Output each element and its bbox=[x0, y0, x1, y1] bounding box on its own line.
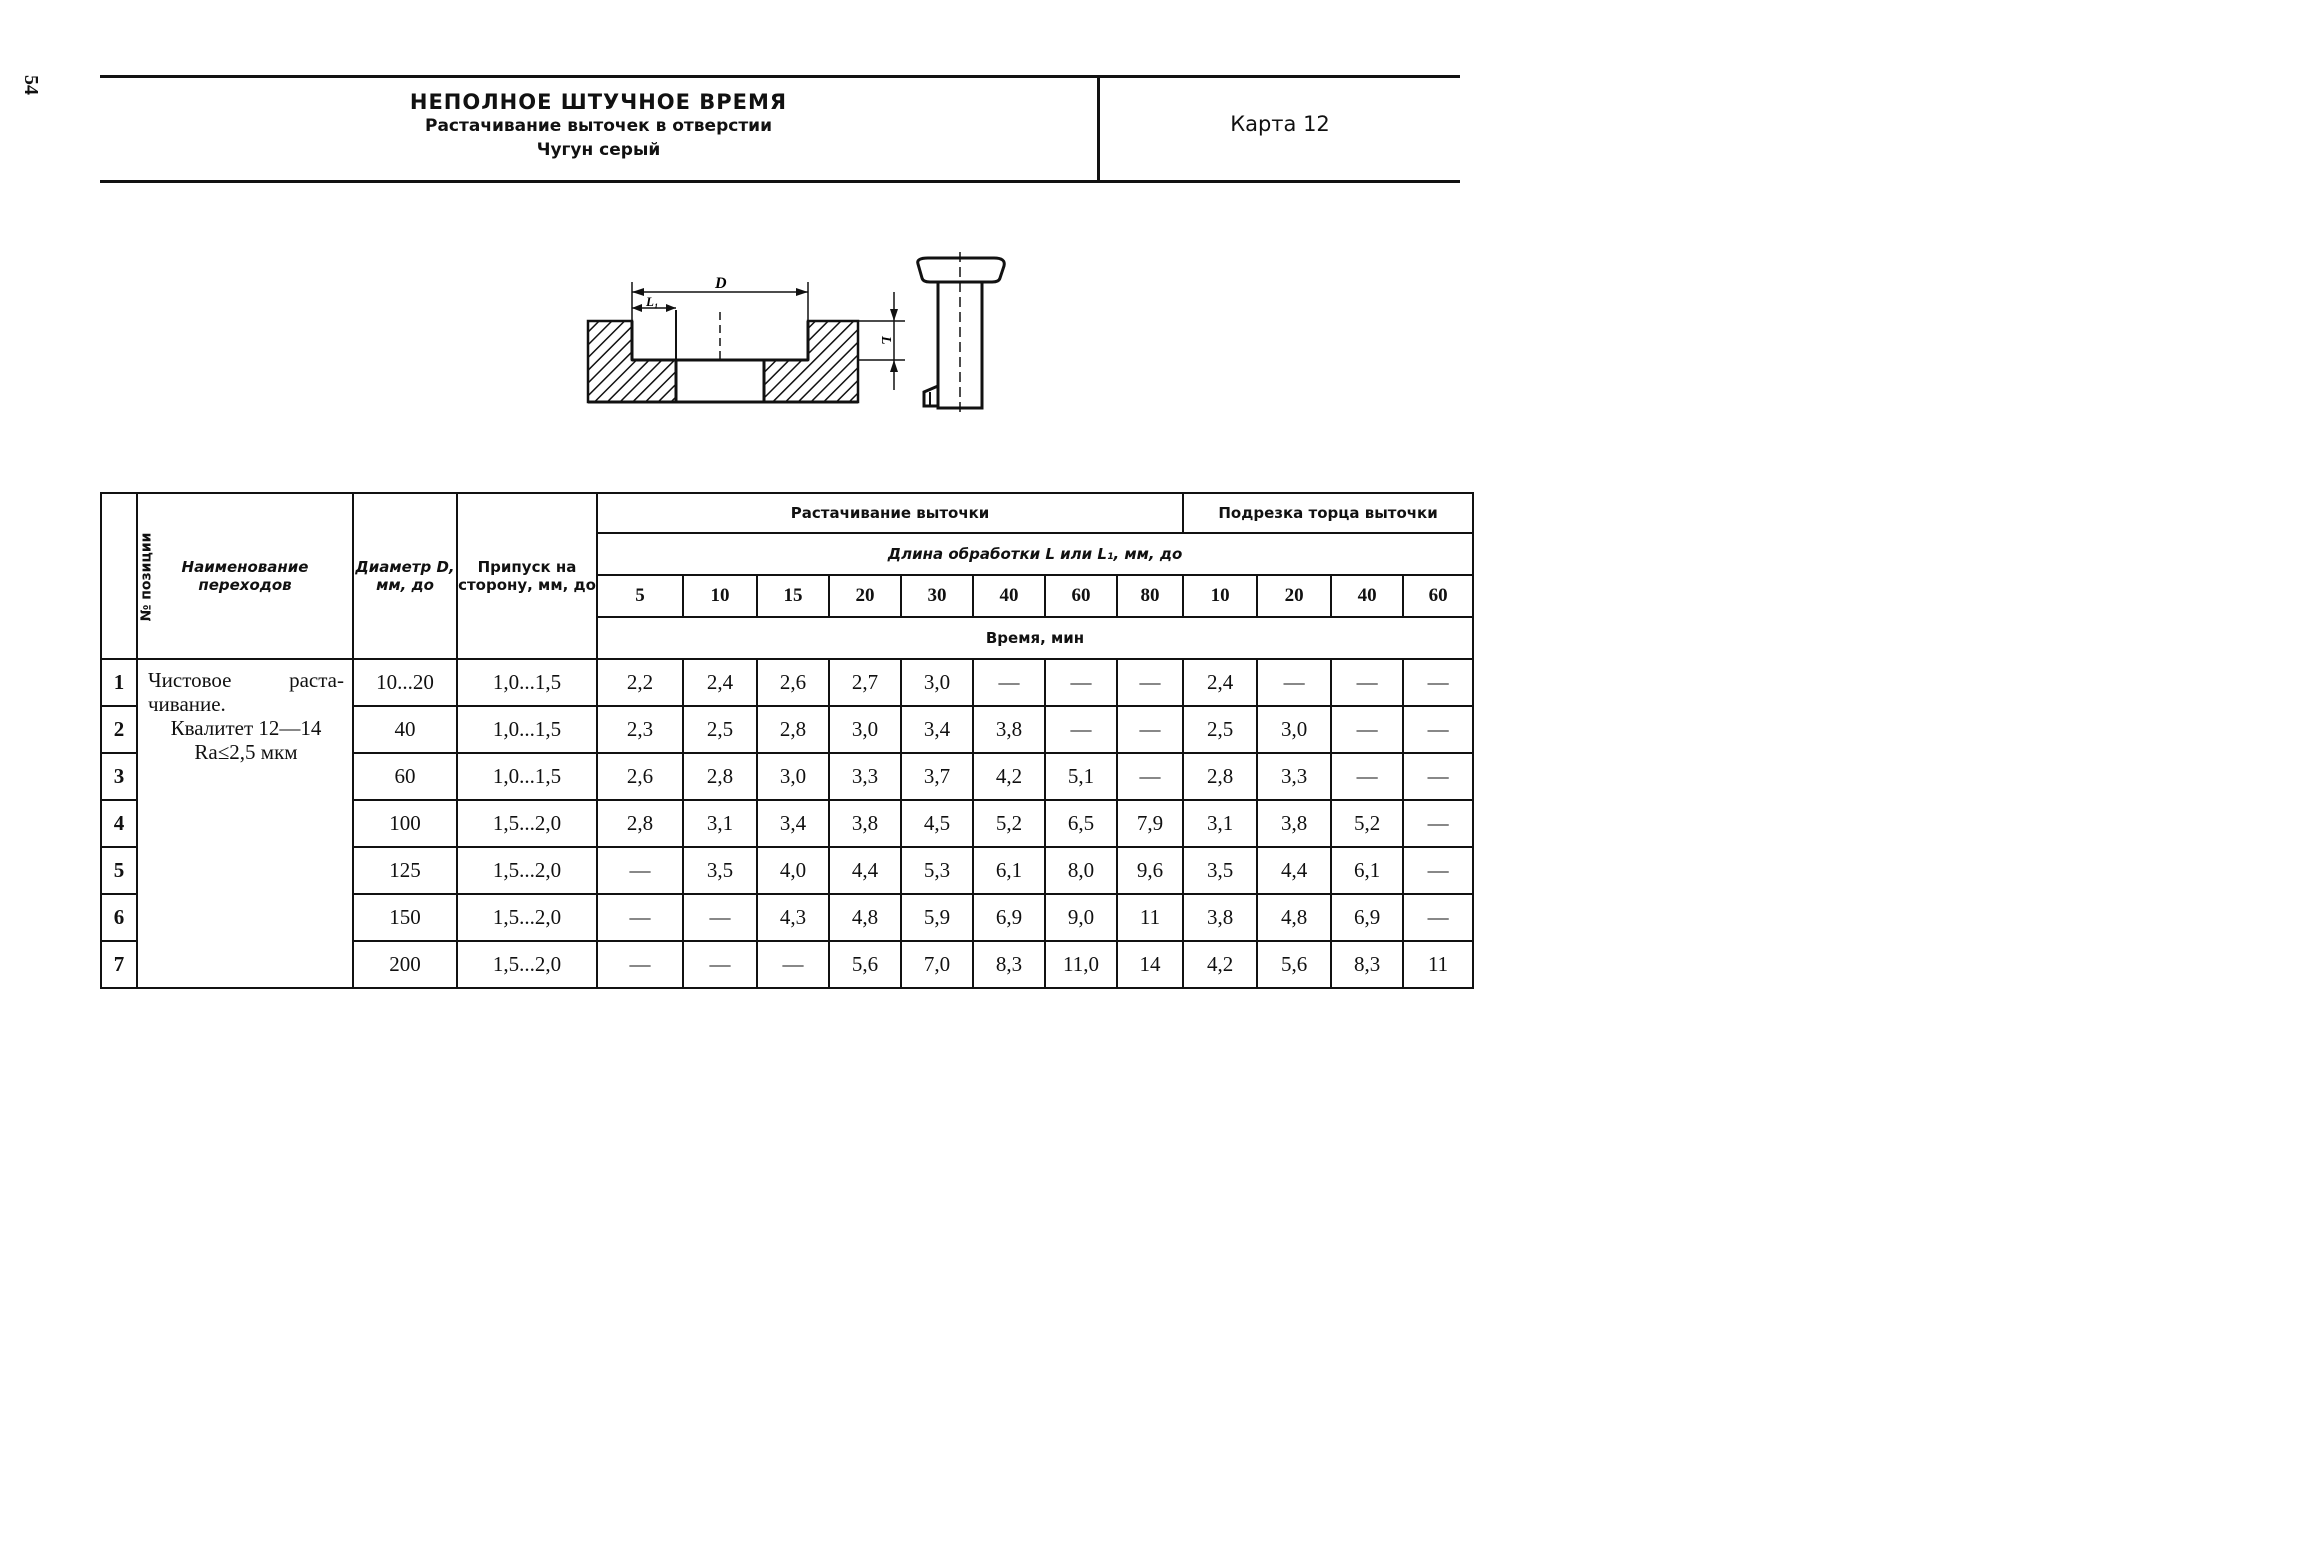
position-cell: 3 bbox=[101, 753, 137, 800]
time-value-cell: 2,3 bbox=[597, 706, 683, 753]
material-label: Чугун серый bbox=[536, 140, 661, 160]
time-value-cell: 3,1 bbox=[683, 800, 757, 847]
time-norms-table bbox=[100, 492, 1474, 989]
group-boring-header: Растачивание выточки bbox=[597, 493, 1183, 533]
document-title: НЕПОЛНОЕ ШТУЧНОЕ ВРЕМЯ bbox=[409, 90, 788, 114]
diameter-cell: 200 bbox=[353, 941, 457, 988]
transition-name-line2: чивание. bbox=[148, 692, 226, 716]
time-value-cell: — bbox=[1403, 894, 1473, 941]
col-position-header: № позиции bbox=[101, 493, 137, 659]
time-value-cell: 8,3 bbox=[1331, 941, 1403, 988]
length-value-header: 20 bbox=[1257, 575, 1331, 617]
time-value-cell: 6,1 bbox=[973, 847, 1045, 894]
time-value-cell: — bbox=[973, 659, 1045, 706]
time-value-cell: 2,5 bbox=[683, 706, 757, 753]
length-value-header: 5 bbox=[597, 575, 683, 617]
position-cell: 4 bbox=[101, 800, 137, 847]
time-value-cell: — bbox=[1257, 659, 1331, 706]
label-L1: L₁ bbox=[646, 294, 659, 309]
col-diameter-header: Диаметр D, мм, до bbox=[353, 493, 457, 659]
time-value-cell: — bbox=[683, 894, 757, 941]
time-value-cell: 4,8 bbox=[1257, 894, 1331, 941]
card-number: Карта 12 bbox=[1230, 112, 1330, 136]
length-value-header: 15 bbox=[757, 575, 829, 617]
page-number: 54 bbox=[20, 75, 42, 95]
time-value-cell: — bbox=[1117, 753, 1183, 800]
time-value-cell: 9,0 bbox=[1045, 894, 1117, 941]
position-cell: 7 bbox=[101, 941, 137, 988]
time-value-cell: 3,0 bbox=[901, 659, 973, 706]
time-value-cell: — bbox=[1403, 847, 1473, 894]
allowance-cell: 1,5...2,0 bbox=[457, 847, 597, 894]
time-value-cell: 2,6 bbox=[757, 659, 829, 706]
time-value-cell: 5,3 bbox=[901, 847, 973, 894]
time-value-cell: 4,3 bbox=[757, 894, 829, 941]
time-value-cell: 3,0 bbox=[757, 753, 829, 800]
groove-boring-drawing bbox=[580, 250, 1020, 420]
position-cell: 6 bbox=[101, 894, 137, 941]
allowance-cell: 1,0...1,5 bbox=[457, 659, 597, 706]
tool-holder bbox=[918, 258, 1005, 282]
length-value-header: 60 bbox=[1403, 575, 1473, 617]
time-value-cell: 4,5 bbox=[901, 800, 973, 847]
time-value-cell: 5,6 bbox=[829, 941, 901, 988]
time-value-cell: 3,3 bbox=[829, 753, 901, 800]
time-value-cell: 2,6 bbox=[597, 753, 683, 800]
time-value-cell: 6,1 bbox=[1331, 847, 1403, 894]
length-value-header: 40 bbox=[973, 575, 1045, 617]
time-value-cell: 3,7 bbox=[901, 753, 973, 800]
length-value-header: 10 bbox=[683, 575, 757, 617]
length-value-header: 80 bbox=[1117, 575, 1183, 617]
length-value-header: 20 bbox=[829, 575, 901, 617]
time-value-cell: — bbox=[683, 941, 757, 988]
time-value-cell: 6,9 bbox=[1331, 894, 1403, 941]
col-name-header: Наименование переходов bbox=[137, 493, 353, 659]
time-header: Время, мин bbox=[597, 617, 1473, 659]
time-value-cell: 2,8 bbox=[597, 800, 683, 847]
transition-name-line1b: раста- bbox=[289, 668, 344, 692]
time-value-cell: 11 bbox=[1117, 894, 1183, 941]
allowance-cell: 1,5...2,0 bbox=[457, 894, 597, 941]
transition-name-cell bbox=[137, 659, 353, 988]
time-value-cell: 5,2 bbox=[973, 800, 1045, 847]
table-row bbox=[101, 659, 1473, 706]
time-value-cell: 2,8 bbox=[1183, 753, 1257, 800]
diameter-cell: 100 bbox=[353, 800, 457, 847]
allowance-cell: 1,5...2,0 bbox=[457, 941, 597, 988]
transition-name-line1a: Чистовое bbox=[148, 668, 232, 692]
time-value-cell: 14 bbox=[1117, 941, 1183, 988]
position-cell: 1 bbox=[101, 659, 137, 706]
diameter-cell: 60 bbox=[353, 753, 457, 800]
time-value-cell: 3,4 bbox=[901, 706, 973, 753]
col-allowance-header: Припуск на сторону, мм, до bbox=[457, 493, 597, 659]
time-value-cell: 11,0 bbox=[1045, 941, 1117, 988]
diameter-cell: 125 bbox=[353, 847, 457, 894]
time-value-cell: — bbox=[1403, 706, 1473, 753]
time-value-cell: 7,0 bbox=[901, 941, 973, 988]
time-value-cell: 4,0 bbox=[757, 847, 829, 894]
time-value-cell: 5,2 bbox=[1331, 800, 1403, 847]
time-value-cell: 3,8 bbox=[1257, 800, 1331, 847]
time-value-cell: — bbox=[1117, 659, 1183, 706]
diameter-cell: 150 bbox=[353, 894, 457, 941]
time-value-cell: 2,4 bbox=[1183, 659, 1257, 706]
time-value-cell: 9,6 bbox=[1117, 847, 1183, 894]
transition-name-line3: Квалитет 12—14 bbox=[170, 716, 322, 740]
time-value-cell: — bbox=[1331, 706, 1403, 753]
time-value-cell: — bbox=[1403, 800, 1473, 847]
time-value-cell: 11 bbox=[1403, 941, 1473, 988]
time-value-cell: — bbox=[757, 941, 829, 988]
position-cell: 5 bbox=[101, 847, 137, 894]
time-value-cell: 4,8 bbox=[829, 894, 901, 941]
time-value-cell: 3,8 bbox=[973, 706, 1045, 753]
time-value-cell: 3,4 bbox=[757, 800, 829, 847]
group-facing-header: Подрезка торца выточки bbox=[1183, 493, 1473, 533]
time-value-cell: 3,0 bbox=[829, 706, 901, 753]
label-L: L bbox=[878, 336, 893, 345]
time-value-cell: 3,0 bbox=[1257, 706, 1331, 753]
time-value-cell: 6,5 bbox=[1045, 800, 1117, 847]
time-value-cell: — bbox=[1331, 753, 1403, 800]
allowance-cell: 1,0...1,5 bbox=[457, 753, 597, 800]
time-value-cell: 2,2 bbox=[597, 659, 683, 706]
header-titles bbox=[100, 90, 1097, 162]
time-value-cell: — bbox=[1403, 753, 1473, 800]
time-value-cell: — bbox=[597, 894, 683, 941]
time-value-cell: 4,2 bbox=[1183, 941, 1257, 988]
length-value-header: 40 bbox=[1331, 575, 1403, 617]
time-value-cell: — bbox=[1331, 659, 1403, 706]
time-value-cell: — bbox=[597, 847, 683, 894]
transition-name-line4: Ra≤2,5 мкм bbox=[194, 740, 298, 764]
time-value-cell: 2,8 bbox=[757, 706, 829, 753]
diameter-cell: 10...20 bbox=[353, 659, 457, 706]
time-value-cell: 2,5 bbox=[1183, 706, 1257, 753]
time-value-cell: 2,4 bbox=[683, 659, 757, 706]
time-value-cell: 3,5 bbox=[683, 847, 757, 894]
time-value-cell: 2,7 bbox=[829, 659, 901, 706]
time-value-cell: 8,3 bbox=[973, 941, 1045, 988]
length-value-header: 10 bbox=[1183, 575, 1257, 617]
time-value-cell: 3,1 bbox=[1183, 800, 1257, 847]
time-value-cell: 2,8 bbox=[683, 753, 757, 800]
time-value-cell: 8,0 bbox=[1045, 847, 1117, 894]
time-value-cell: 5,9 bbox=[901, 894, 973, 941]
length-value-header: 30 bbox=[901, 575, 973, 617]
length-header: Длина обработки L или L₁, мм, до bbox=[597, 533, 1473, 575]
time-value-cell: — bbox=[1403, 659, 1473, 706]
time-value-cell: — bbox=[1045, 706, 1117, 753]
time-value-cell: — bbox=[1045, 659, 1117, 706]
time-value-cell: 4,2 bbox=[973, 753, 1045, 800]
time-value-cell: 4,4 bbox=[829, 847, 901, 894]
time-value-cell: 6,9 bbox=[973, 894, 1045, 941]
allowance-cell: 1,5...2,0 bbox=[457, 800, 597, 847]
time-value-cell: — bbox=[1117, 706, 1183, 753]
position-cell: 2 bbox=[101, 706, 137, 753]
label-D: D bbox=[715, 275, 727, 292]
time-value-cell: 7,9 bbox=[1117, 800, 1183, 847]
length-value-header: 60 bbox=[1045, 575, 1117, 617]
header-top-rule bbox=[100, 75, 1460, 78]
diameter-cell: 40 bbox=[353, 706, 457, 753]
time-value-cell: 5,1 bbox=[1045, 753, 1117, 800]
time-value-cell: 3,5 bbox=[1183, 847, 1257, 894]
time-value-cell: 4,4 bbox=[1257, 847, 1331, 894]
allowance-cell: 1,0...1,5 bbox=[457, 706, 597, 753]
header-bottom-rule bbox=[100, 180, 1460, 183]
time-value-cell: — bbox=[597, 941, 683, 988]
document-subtitle: Растачивание выточек в отверстии bbox=[425, 116, 772, 136]
time-value-cell: 3,3 bbox=[1257, 753, 1331, 800]
time-value-cell: 3,8 bbox=[829, 800, 901, 847]
time-value-cell: 3,8 bbox=[1183, 894, 1257, 941]
time-value-cell: 5,6 bbox=[1257, 941, 1331, 988]
